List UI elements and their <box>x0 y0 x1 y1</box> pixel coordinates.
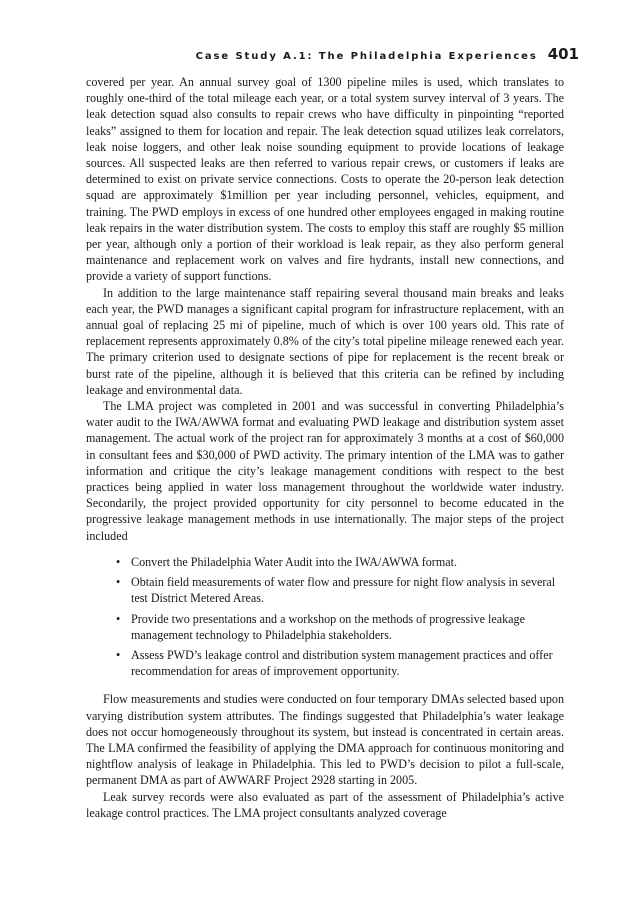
paragraph-continued: covered per year. An annual survey goal of 1300 pipeline miles is used, which translates to roughly one-third of the total mileage each year, or a total system survey interval of 3 years. The leak detection squad also consults to repair crews who have difficulty in pinpointing “reported leaks” assigned to them for location and repair. The leak detection squad utilizes leak correlators, leak noise loggers, and other leak noise sounding equipment to provide locations of leakage sources. All suspected leaks are then referred to various repair crews, or customers if leaks are determined to exist on private service connections. Costs to operate the 20-person leak detection squad are approximately $1million per year including personnel, vehicles, equipment, and training. The PWD employs in excess of one hundred other employees engaged in making routine leak repairs in the water distribution system. The costs to employ this staff are roughly $5 million per year, although only a portion of their workload is leak repair, as they also perform general maintenance and replacement work on valves and fire hydrants, install new connections, and provide a variety of support functions. <box>86 75 564 284</box>
list-item-text: Obtain field measurements of water flow and pressure for night flow analysis in several test District Metered Areas. <box>131 575 556 606</box>
paragraph-flow-measurements: Flow measurements and studies were conducted on four temporary DMAs selected based upon varying distribution system attributes. The findings suggested that Philadelphia’s water leakage does not occur homogeneously throughout its system, but instead is concentrated in certain areas. The LMA confirmed the feasibility of applying the DMA approach for continuous monitoring and nightflow analysis of leakage in Philadelphia. This led to PWD’s decision to pilot a full-scale, permanent DMA as part of AWWARF Project 2928 starting in 2005. <box>86 692 564 788</box>
bullet-icon: • <box>116 575 121 590</box>
list-item-text: Assess PWD’s leakage control and distribution system management practices and offer recommendation for areas of improvement opportunity. <box>131 647 553 679</box>
bullet-icon: • <box>116 647 121 662</box>
list-item <box>116 574 564 606</box>
list-item <box>116 554 564 570</box>
page-number: 401 <box>547 45 579 63</box>
paragraph-lma-project: The LMA project was completed in 2001 and was successful in converting Philadelphia’s water audit to the IWA/AWWA format and evaluating PWD leakage and distribution system asset management. The actual work of the project ran for approximately 3 months at a cost of $60,000 in consultant fees and $30,000 of PWD activity. The primary intention of the LMA was to gather information and critique the city’s leakage management conditions with respect to the best practices being applied in water loss management throughout the worldwide water industry. Secondarily, the project provided opportunity for city personnel to become educated in the progressive leakage management methods in use internationally. The major steps of the project included <box>86 399 564 543</box>
paragraph-capital-program: In addition to the large maintenance staff repairing several thousand main breaks and leaks each year, the PWD manages a significant capital program for infrastructure replacement, with an annual goal of replacing 25 mi of pipeline, much of which is over 100 years old. This rate of replacement represents approximately 0.8% of the city’s total pipeline mileage renewed each year. The primary criterion used to designate sections of pipe for replacement is the recent break or burst rate of the pipeline, although it is believed that this criteria can be refined by including leakage and environmental data. <box>86 285 564 397</box>
body-text <box>86 74 564 821</box>
list-item-text: Convert the Philadelphia Water Audit into the IWA/AWWA format. <box>131 554 457 569</box>
list-item <box>116 611 564 643</box>
list-item-text: Provide two presentations and a workshop on the methods of progressive leakage management technology to Philadelphia stakeholders. <box>131 611 525 642</box>
list-item <box>116 647 564 679</box>
project-steps-list <box>86 554 564 679</box>
bullet-icon: • <box>116 554 121 569</box>
bullet-icon: • <box>116 611 121 626</box>
paragraph-leak-survey: Leak survey records were also evaluated as part of the assessment of Philadelphia’s active leakage control practices. The LMA project consultants analyzed coverage <box>86 789 564 820</box>
running-header <box>60 45 579 63</box>
running-title: Case Study A.1: The Philadelphia Experiences <box>195 51 538 62</box>
